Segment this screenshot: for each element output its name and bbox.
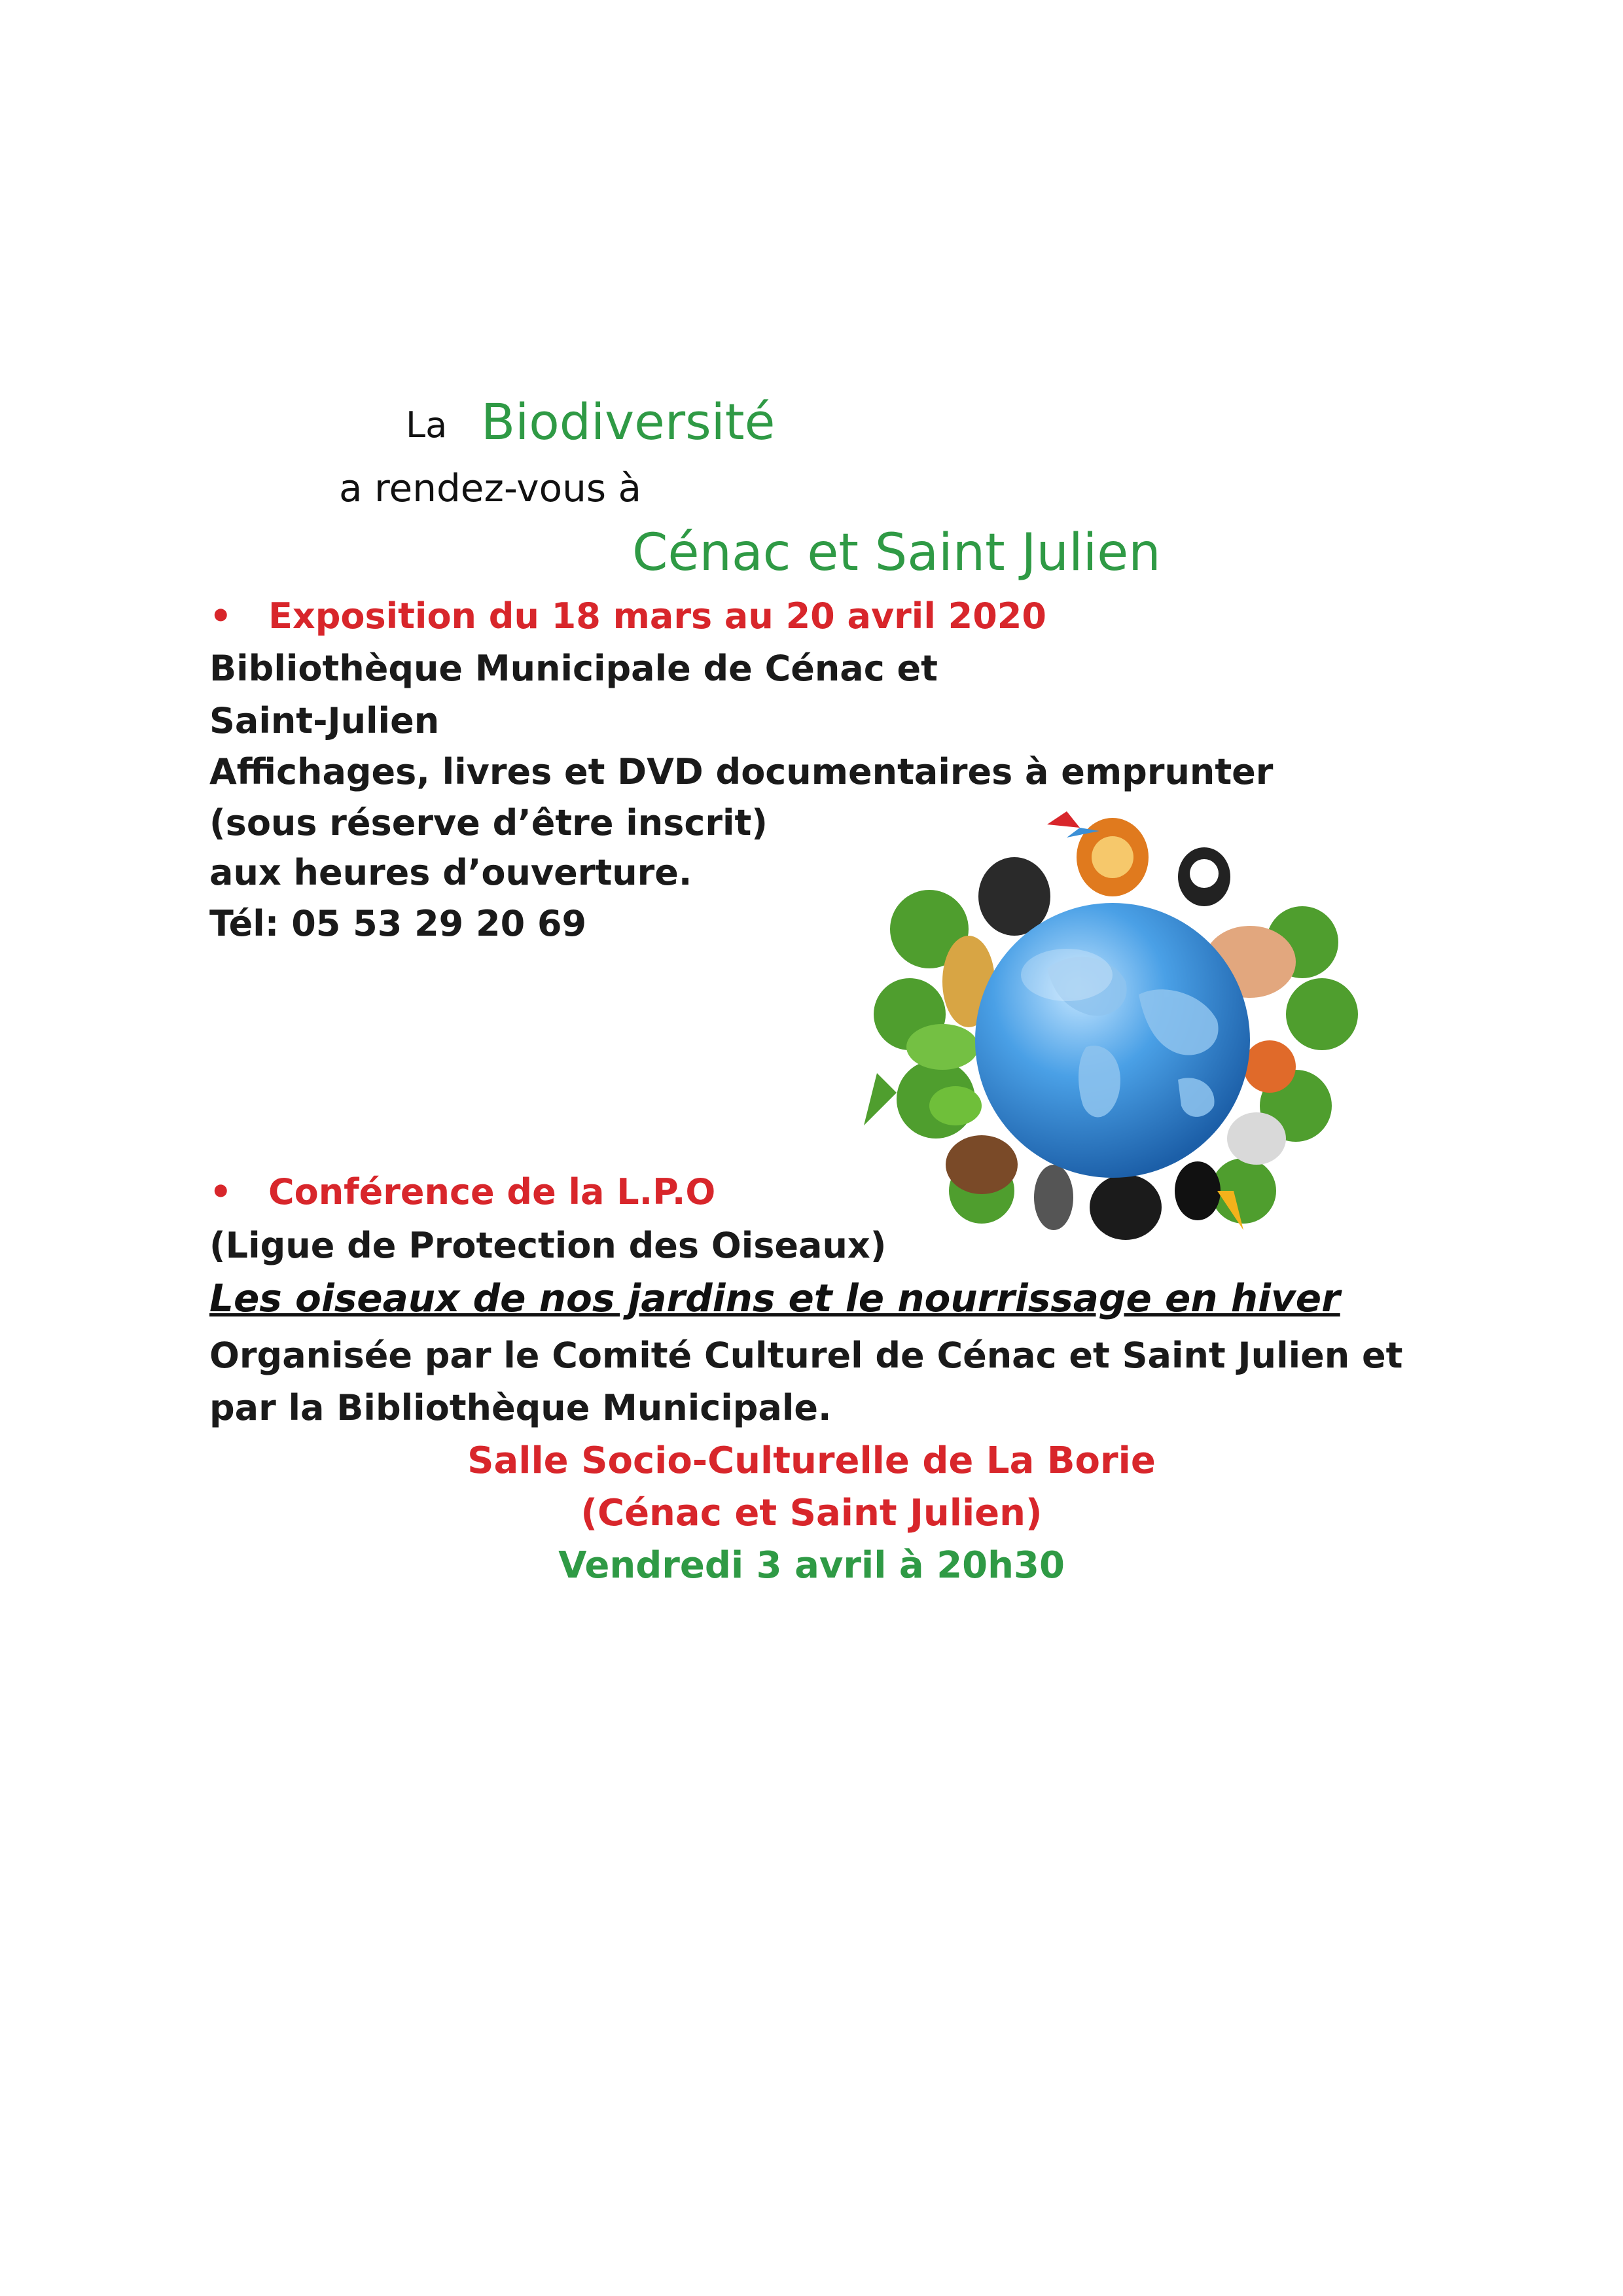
bullet-icon: •	[209, 1171, 232, 1212]
venue-sub: (Cénac et Saint Julien)	[580, 1492, 1043, 1534]
exposition-line: Affichages, livres et DVD documentaires à emprunter	[209, 751, 1274, 792]
talk-title: Les oiseaux de nos jardins et le nourrissage en hiver	[209, 1276, 1340, 1320]
title-place: Cénac et Saint Julien	[632, 523, 1161, 582]
exposition-title: Exposition du 18 mars au 20 avril 2020	[268, 595, 1046, 637]
title-rendezvous: a rendez-vous à	[339, 466, 642, 510]
exposition-line: Bibliothèque Municipale de Cénac et	[209, 648, 938, 689]
globe-with-animals-icon	[851, 798, 1374, 1269]
title-la: La	[406, 404, 448, 446]
exposition-phone: Tél: 05 53 29 20 69	[209, 903, 587, 944]
exposition-line: Saint-Julien	[209, 700, 440, 741]
event-date: Vendredi 3 avril à 20h30	[558, 1544, 1065, 1587]
organiser-line: Organisée par le Comité Culturel de Cénac et Saint Julien et	[209, 1335, 1403, 1376]
exposition-heading	[209, 595, 1046, 637]
conference-title: Conférence de la L.P.O	[268, 1171, 716, 1212]
organiser-line: par la Bibliothèque Municipale.	[209, 1387, 832, 1428]
conference-subtitle: (Ligue de Protection des Oiseaux)	[209, 1225, 887, 1266]
conference-heading	[209, 1171, 715, 1212]
exposition-line: (sous réserve d’être inscrit)	[209, 802, 768, 843]
bullet-icon: •	[209, 595, 232, 637]
venue: Salle Socio-Culturelle de La Borie	[467, 1439, 1156, 1482]
exposition-line: aux heures d’ouverture.	[209, 852, 692, 893]
title-biodiversite: Biodiversité	[481, 393, 776, 451]
